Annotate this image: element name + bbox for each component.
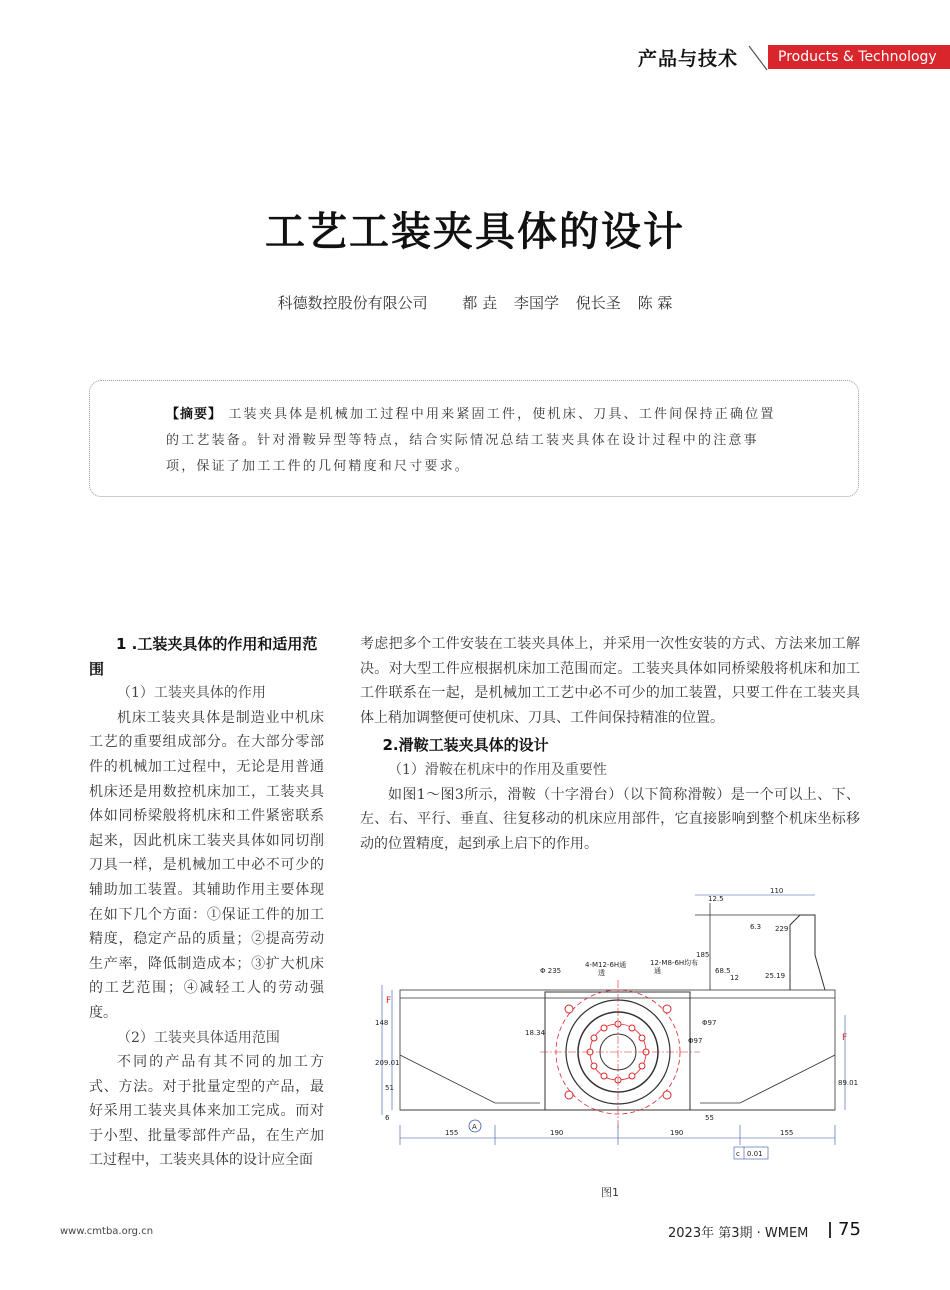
- body-column-left: [89, 632, 324, 1173]
- author-line: [0, 292, 950, 313]
- footer-url[interactable]: www.cmtba.org.cn: [60, 1226, 154, 1237]
- subheading: （1）工装夹具体的作用: [117, 685, 266, 702]
- section-title-cn: 产品与技术: [638, 48, 739, 70]
- author-name: 倪长圣: [575, 294, 621, 312]
- paragraph: 机床工装夹具体是制造业中机床工艺的重要组成部分。在大部分零部件的机械加工过程中，无论是用普通机床还是用数控机床加工，工装夹具体如同桥梁般将机床和工件紧密联系起来，因此机床工装夹具体如同切削刀具一样，是机械加工中必不可少的辅助加工装置。其辅助作用主要体现在如下几个方面：①保证工件的加工精度，稳定产品的质量；②提高劳动生产率，降低制造成本；③扩大机床的工艺范围；④减轻工人的劳动强度。: [89, 709, 324, 1021]
- dim-label: Φ 235: [540, 967, 562, 975]
- tolerance-symbol: c: [736, 1150, 740, 1158]
- figure-caption: 图1: [601, 1186, 619, 1199]
- dim-label: 155: [445, 1129, 459, 1137]
- subheading: （1）滑鞍在机床中的作用及重要性: [388, 761, 607, 778]
- dim-label: 89.01: [838, 1079, 859, 1087]
- view-marker: F: [386, 996, 392, 1006]
- page-number: 75: [838, 1219, 861, 1240]
- dim-label: 190: [670, 1129, 684, 1137]
- abstract-text: [166, 402, 786, 480]
- dim-label: 68.5: [715, 967, 731, 975]
- paragraph: 考虑把多个工件安装在工装夹具体上，并采用一次性安装的方式、方法来加工解决。对大型工件应根据机床加工范围而定。工装夹具体如同桥梁般将机床和加工工件联系在一起，是机械加工工艺中必不可少的加工装置，只要工件在工装夹具体上稍加调整便可使机床、刀具、工件间保持精准的位置。: [360, 636, 860, 726]
- bracket-outline: [790, 915, 825, 990]
- dim-label: 4-M12-6H通: [585, 961, 627, 969]
- section-title-en: Products & Technology: [768, 45, 950, 69]
- author-name: 李国学: [513, 294, 559, 312]
- dim-label: 12-M8-6H均布: [650, 959, 699, 967]
- dim-label: 6: [385, 1114, 390, 1122]
- author-name: 都 垚: [462, 294, 498, 312]
- dim-label: 12.5: [708, 895, 724, 903]
- article-title: 工艺工装夹具体的设计: [265, 209, 685, 255]
- dim-label: 190: [550, 1129, 564, 1137]
- dim-label: 229: [775, 925, 789, 933]
- dim-label: 209.01: [375, 1059, 400, 1067]
- dim-label: 55: [705, 1114, 714, 1122]
- dim-label: 通: [654, 967, 661, 975]
- dim-label: 185: [696, 951, 710, 959]
- footer-issue: 2023年 第3期 · WMEM: [668, 1226, 809, 1241]
- view-marker: F: [842, 1033, 848, 1043]
- subheading: （2）工装夹具体适用范围: [117, 1029, 280, 1046]
- dim-label: 25.19: [765, 972, 786, 980]
- dim-label: Φ97: [702, 1019, 717, 1027]
- dim-label: 155: [780, 1129, 794, 1137]
- affiliation: 科德数控股份有限公司: [277, 294, 428, 312]
- abstract-body: 工装夹具体是机械加工过程中用来紧固工件，使机床、刀具、工件间保持正确位置的工艺装备。针对滑鞍异型等特点，结合实际情况总结工装夹具体在设计过程中的注意事项，保证了加工工件的几何精度和尺寸要求。: [166, 407, 776, 474]
- dim-label: 110: [770, 887, 784, 895]
- abstract-label: 【摘要】: [166, 407, 223, 422]
- dim-label: 12: [730, 974, 739, 982]
- section-heading-1: 1 .工装夹具体的作用和适用范围: [89, 635, 318, 678]
- datum-label: A: [472, 1123, 477, 1131]
- section-heading-2: 2.滑鞍工装夹具体的设计: [382, 736, 549, 755]
- footer-divider: [829, 1222, 831, 1238]
- dim-label: 18.34: [525, 1029, 546, 1037]
- dim-label: 51: [385, 1084, 394, 1092]
- tolerance-value: 0.01: [747, 1150, 763, 1158]
- dim-label: 6.3: [750, 923, 762, 931]
- paragraph: 不同的产品有其不同的加工方式、方法。对于批量定型的产品，最好采用工装夹具体来加工完成。而对于小型、批量零部件产品，在生产加工过程中，工装夹具体的设计应全面: [89, 1054, 324, 1169]
- paragraph: 如图1～图3所示，滑鞍（十字滑台）（以下简称滑鞍）是一个可以上、下、左、右、平行、垂直、往复移动的机床应用部件，它直接影响到整个机床坐标移动的位置精度，起到承上启下的作用。: [360, 786, 860, 852]
- dim-label: 透: [598, 969, 605, 977]
- author-name: 陈 霖: [637, 294, 673, 312]
- body-column-right: [360, 632, 860, 856]
- dim-label: Φ97: [688, 1037, 703, 1045]
- figure-1-drawing: [370, 885, 859, 1165]
- dim-label: 148: [375, 1019, 389, 1027]
